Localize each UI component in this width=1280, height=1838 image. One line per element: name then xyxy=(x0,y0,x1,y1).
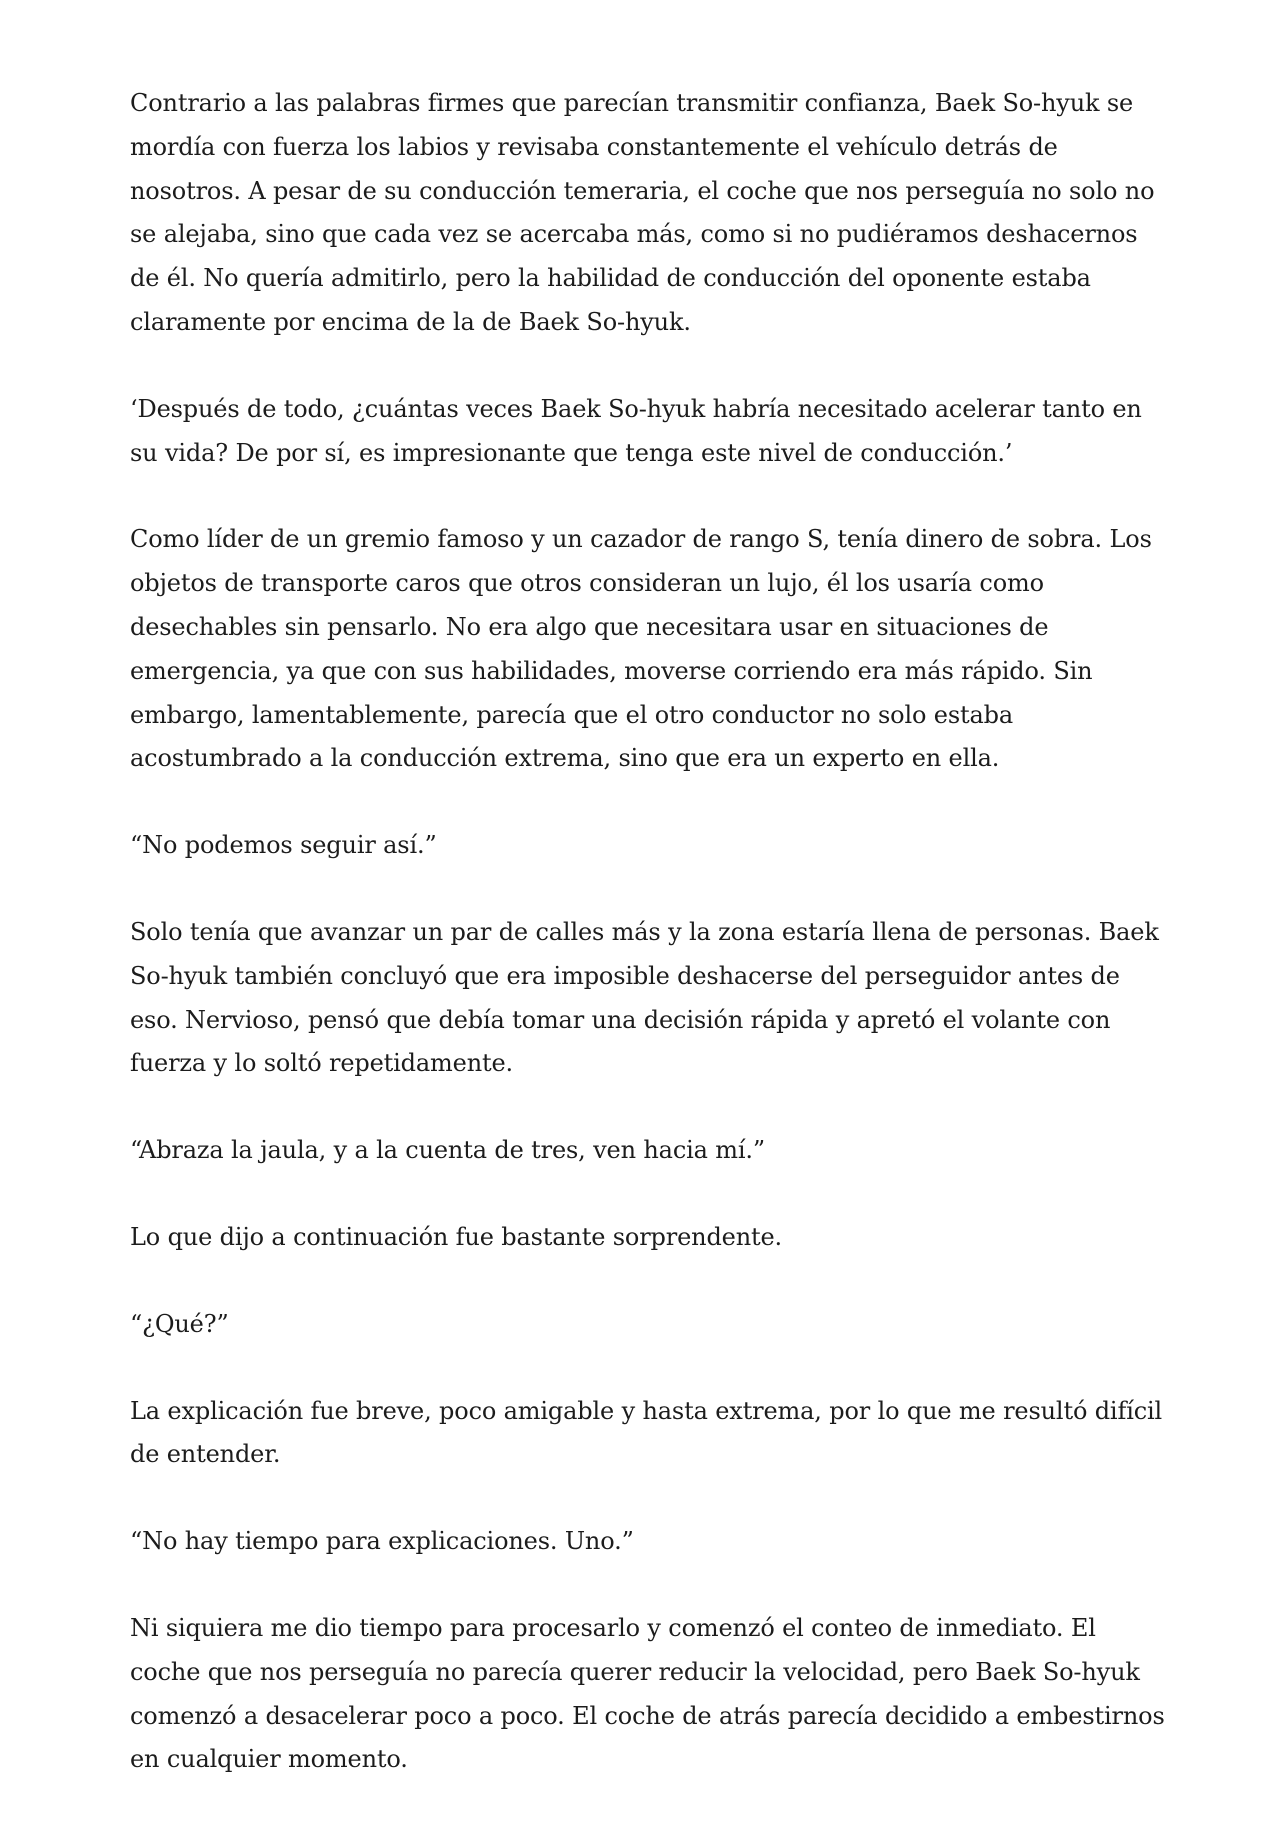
paragraph-4: “No podemos seguir así.” xyxy=(130,831,437,860)
paragraph-9: La explicación fue breve, poco amigable y hasta extrema, por lo que me resultó difícil de entender. xyxy=(130,1396,1163,1469)
paragraph-8: “¿Qué?” xyxy=(130,1309,229,1338)
paragraph-5: Solo tenía que avanzar un par de calles más y la zona estaría llena de personas. Baek So-hyuk también concluyó que era imposible deshacerse del perseguidor antes de eso. Nervioso, pensó que debía tomar una decisión rápida y apretó el volante con fuerza y lo soltó repetidamente. xyxy=(130,917,1159,1078)
paragraph-2: ‘Después de todo, ¿cuántas veces Baek So-hyuk habría necesitado acelerar tanto en su vida? De por sí, es impresionante que tenga este nivel de conducción.’ xyxy=(130,394,1142,467)
paragraph-1: Contrario a las palabras firmes que parecían transmitir confianza, Baek So-hyuk se mordía con fuerza los labios y revisaba constantemente el vehículo detrás de nosotros. A pesar de su conducción temeraria, el coche que nos perseguía no solo no se alejaba, sino que cada vez se acercaba más, como si no pudiéramos deshacernos de él. No quería admitirlo, pero la habilidad de conducción del oponente estaba claramente por encima de la de Baek So-hyuk. xyxy=(130,89,1155,336)
paragraph-7: Lo que dijo a continuación fue bastante sorprendente. xyxy=(130,1222,783,1251)
paragraph-11: Ni siquiera me dio tiempo para procesarlo y comenzó el conteo de inmediato. El coche que nos perseguía no parecía querer reducir la velocidad, pero Baek So-hyuk comenzó a desacelerar poco a poco. El coche de atrás parecía decidido a embestirnos en cualquier momento. xyxy=(130,1613,1165,1774)
story-text xyxy=(130,82,1170,1825)
paragraph-6: “Abraza la jaula, y a la cuenta de tres, ven hacia mí.” xyxy=(130,1136,766,1165)
paragraph-10: “No hay tiempo para explicaciones. Uno.” xyxy=(130,1527,634,1556)
paragraph-3: Como líder de un gremio famoso y un cazador de rango S, tenía dinero de sobra. Los objetos de transporte caros que otros consideran un lujo, él los usaría como desechables sin pensarlo. No era algo que necesitara usar en situaciones de emergencia, ya que con sus habilidades, moverse corriendo era más rápido. Sin embargo, lamentablemente, parecía que el otro conductor no solo estaba acostumbrado a la conducción extrema, sino que era un experto en ella. xyxy=(130,525,1152,773)
